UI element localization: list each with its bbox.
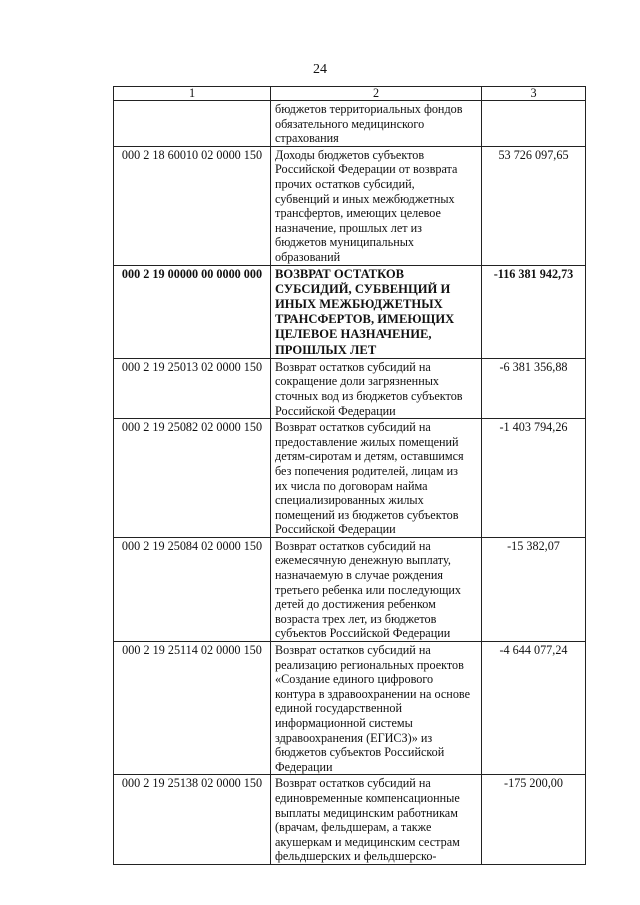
budget-name-cell: бюджетов территориальных фондов обязательного медицинского страхования: [271, 101, 482, 147]
budget-name-cell: Доходы бюджетов субъектов Российской Федерации от возврата прочих остатков субсидий, субвенций и иных межбюджетных трансфертов, имеющих целевое назначение, прошлых лет из бюджетов муниципальных образований: [271, 146, 482, 265]
budget-amount-cell: 53 726 097,65: [482, 146, 586, 265]
table-row: [114, 101, 586, 147]
budget-code-cell: 000 2 19 00000 00 0000 000: [114, 265, 271, 358]
budget-amount-cell: -1 403 794,26: [482, 419, 586, 538]
budget-name-cell: Возврат остатков субсидий на ежемесячную денежную выплату, назначаемую в случае рождения третьего ребенка или последующих детей до достижения ребенком возраста трех лет, из бюджетов субъектов Российской Федерации: [271, 537, 482, 641]
budget-name-cell: Возврат остатков субсидий на предоставление жилых помещений детям-сиротам и детям, оставшимся без попечения родителей, лицам из их числа по договорам найма специализированных жилых помещений из бюджетов субъектов Российской Федерации: [271, 419, 482, 538]
budget-amount-cell: -175 200,00: [482, 775, 586, 865]
column-header-code: 1: [114, 87, 271, 101]
budget-code-cell: 000 2 19 25084 02 0000 150: [114, 537, 271, 641]
table-row-section-total: [114, 265, 586, 358]
table-row: [114, 146, 586, 265]
budget-amount-cell: -116 381 942,73: [482, 265, 586, 358]
budget-amount-cell: -4 644 077,24: [482, 642, 586, 775]
page-number: 24: [313, 62, 327, 77]
budget-name-cell: Возврат остатков субсидий на единовременные компенсационные выплаты медицинским работникам (врачам, фельдшерам, а также акушеркам и медицинским сестрам фельдшерских и фельдшерско-: [271, 775, 482, 865]
budget-table: [113, 86, 586, 865]
column-header-name: 2: [271, 87, 482, 101]
budget-amount-cell: [482, 101, 586, 147]
budget-amount-cell: -6 381 356,88: [482, 358, 586, 418]
column-header-amount: 3: [482, 87, 586, 101]
budget-code-cell: 000 2 19 25082 02 0000 150: [114, 419, 271, 538]
budget-name-cell: Возврат остатков субсидий на реализацию региональных проектов «Создание единого цифрового контура в здравоохранении на основе единой государственной информационной системы здравоохранения (ЕГИСЗ)» из бюджетов субъектов Российской Федерации: [271, 642, 482, 775]
table-row: [114, 775, 586, 865]
budget-name-cell: Возврат остатков субсидий на сокращение доли загрязненных сточных вод из бюджетов субъектов Российской Федерации: [271, 358, 482, 418]
budget-name-cell: ВОЗВРАТ ОСТАТКОВ СУБСИДИЙ, СУБВЕНЦИЙ И ИНЫХ МЕЖБЮДЖЕТНЫХ ТРАНСФЕРТОВ, ИМЕЮЩИХ ЦЕЛЕВОЕ НАЗНАЧЕНИЕ, ПРОШЛЫХ ЛЕТ: [271, 265, 482, 358]
budget-code-cell: 000 2 19 25138 02 0000 150: [114, 775, 271, 865]
budget-code-cell: [114, 101, 271, 147]
table-row: [114, 358, 586, 418]
table-row: [114, 537, 586, 641]
budget-code-cell: 000 2 19 25114 02 0000 150: [114, 642, 271, 775]
budget-code-cell: 000 2 18 60010 02 0000 150: [114, 146, 271, 265]
table-header-row: [114, 87, 586, 101]
budget-code-cell: 000 2 19 25013 02 0000 150: [114, 358, 271, 418]
table-row: [114, 419, 586, 538]
table-row: [114, 642, 586, 775]
budget-amount-cell: -15 382,07: [482, 537, 586, 641]
